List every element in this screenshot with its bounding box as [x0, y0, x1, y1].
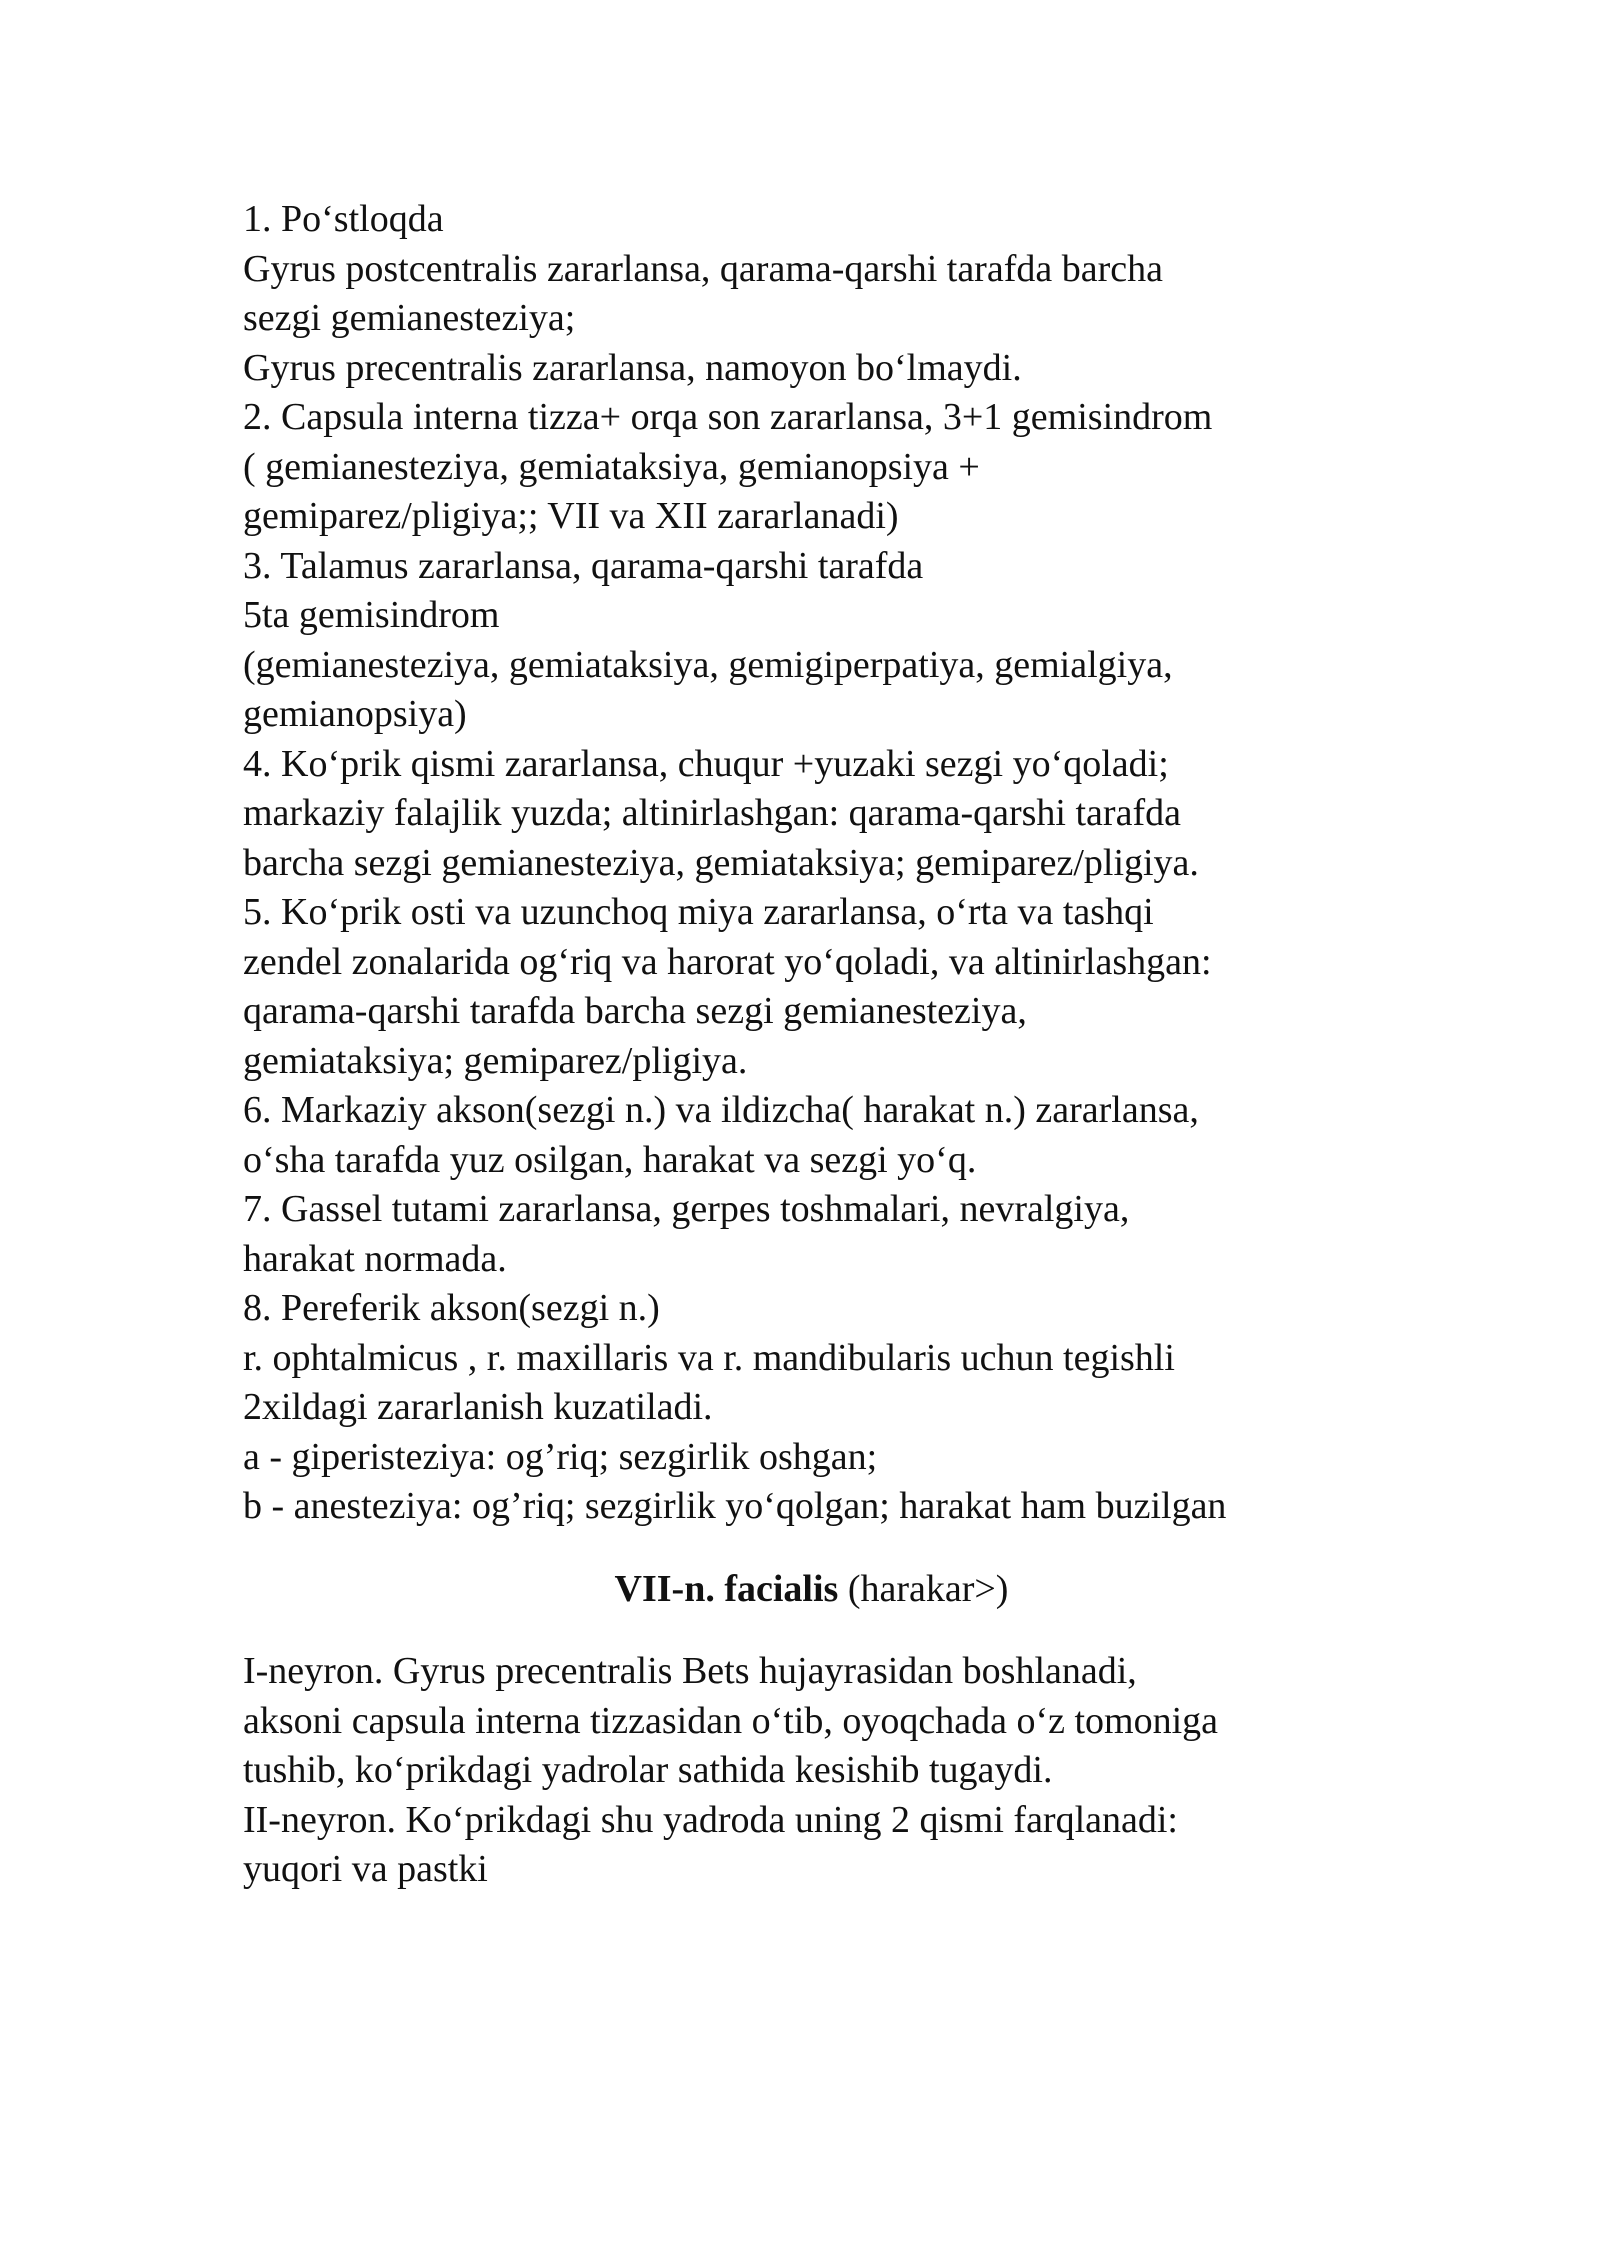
text-line: 8. Pereferik akson(sezgi n.): [243, 1287, 660, 1329]
text-line: barcha sezgi gemianesteziya, gemiataksiya; gemiparez/pligiya.: [243, 841, 1199, 884]
text-line: gemiparez/pligiya;; VII va XII zararlanadi): [243, 495, 899, 537]
text-line: 2xildagi zararlanish kuzatiladi.: [243, 1386, 713, 1428]
heading-bold-title: VII-n. facialis: [614, 1567, 839, 1610]
document-page: [243, 195, 1383, 1895]
text-line: 7. Gassel tutami zararlansa, gerpes toshmalari, nevralgiya,: [243, 1188, 1130, 1230]
text-line: harakat normada.: [243, 1237, 507, 1280]
text-line: II-neyron. Ko‘prikdagi shu yadroda uning 2 qismi farqlanadi:: [243, 1798, 1178, 1841]
text-line: yuqori va pastki: [243, 1848, 488, 1890]
text-line: r. ophtalmicus , r. maxillaris va r. mandibularis uchun tegishli: [243, 1336, 1175, 1379]
text-line: 2. Capsula interna tizza+ orqa son zararlansa, 3+1 gemisindrom: [243, 396, 1213, 438]
heading-subtitle: (harakar>): [838, 1567, 1009, 1610]
text-line: Gyrus precentralis zararlansa, namoyon bo‘lmaydi.: [243, 346, 1022, 389]
text-line: Gyrus postcentralis zararlansa, qarama-qarshi tarafda barcha: [243, 247, 1163, 290]
text-line: markaziy falajlik yuzda; altinirlashgan: qarama-qarshi tarafda: [243, 792, 1181, 834]
text-line: gemiataksiya; gemiparez/pligiya.: [243, 1039, 748, 1082]
text-line: I-neyron. Gyrus precentralis Bets hujayrasidan boshlanadi,: [243, 1650, 1137, 1692]
text-line: zendel zonalarida og‘riq va harorat yo‘qoladi, va altinirlashgan:: [243, 940, 1212, 983]
text-line: o‘sha tarafda yuz osilgan, harakat va sezgi yo‘q.: [243, 1138, 977, 1181]
text-line: 5ta gemisindrom: [243, 594, 500, 636]
text-line: (gemianesteziya, gemiataksiya, gemigiperpatiya, gemialgiya,: [243, 643, 1173, 686]
text-line: qarama-qarshi tarafda barcha sezgi gemianesteziya,: [243, 990, 1027, 1032]
text-line: sezgi gemianesteziya;: [243, 297, 576, 339]
text-line: 3. Talamus zararlansa, qarama-qarshi tarafda: [243, 544, 924, 587]
text-line: aksoni capsula interna tizzasidan o‘tib, oyoqchada o‘z tomoniga: [243, 1699, 1219, 1742]
text-line: a - giperisteziya: og’riq; sezgirlik oshgan;: [243, 1435, 878, 1478]
text-line: gemianopsiya): [243, 693, 467, 735]
section-heading: [243, 1565, 1380, 1615]
text-line: 5. Ko‘prik osti va uzunchoq miya zararlansa, o‘rta va tashqi: [243, 891, 1154, 933]
text-line: 1. Po‘stloqda: [243, 198, 444, 240]
text-line: tushib, ko‘prikdagi yadrolar sathida kesishib tugaydi.: [243, 1749, 1053, 1791]
text-line: b - anesteziya: og’riq; sezgirlik yo‘qolgan; harakat ham buzilgan: [243, 1485, 1227, 1527]
text-line: 4. Ko‘prik qismi zararlansa, chuqur +yuzaki sezgi yo‘qoladi;: [243, 742, 1169, 785]
section-facialis: [243, 1647, 1383, 1895]
section-trigeminal-lesions: [243, 195, 1383, 1532]
text-line: ( gemianesteziya, gemiataksiya, gemianopsiya +: [243, 445, 980, 488]
text-line: 6. Markaziy akson(sezgi n.) va ildizcha( harakat n.) zararlansa,: [243, 1089, 1199, 1131]
